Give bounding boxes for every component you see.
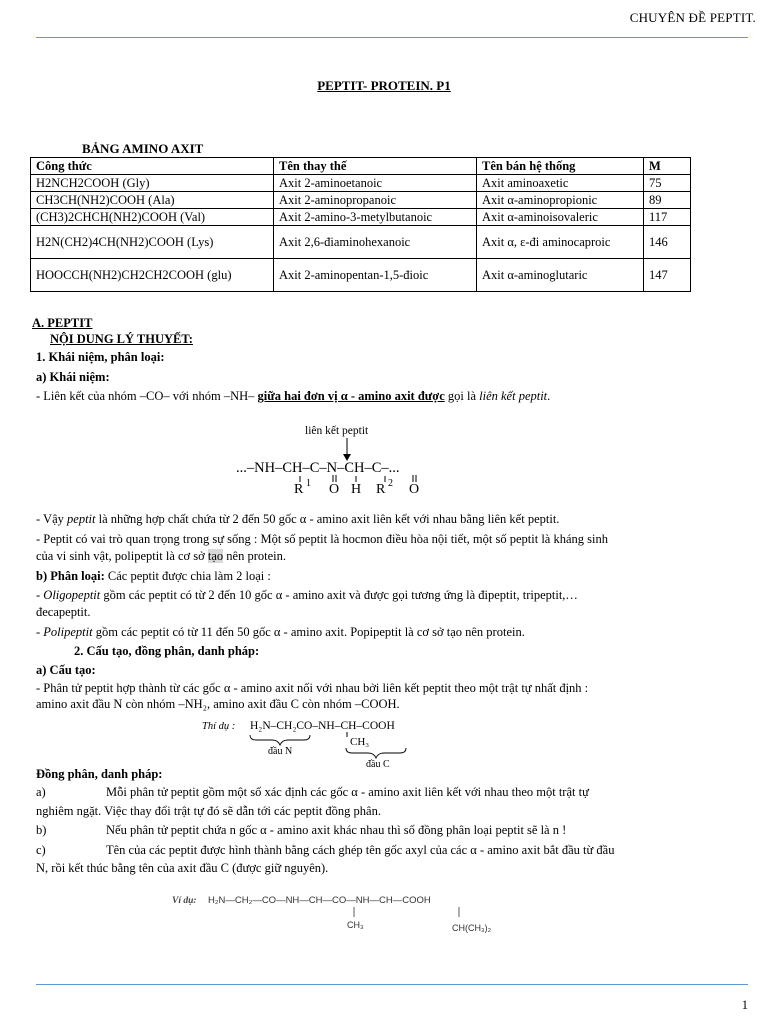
col-header-common-name: Tên bán hệ thống xyxy=(477,158,644,175)
role-paragraph-line2 xyxy=(36,548,286,564)
cell-mass: 147 xyxy=(644,259,691,292)
item-a-mark: a) xyxy=(36,785,46,799)
structure-line2: amino axit đầu N còn nhóm –NH₂, amino axit đầu C còn nhóm –COOH. xyxy=(36,697,400,711)
page-number: 1 xyxy=(741,998,748,1012)
definition-bold: giữa hai đơn vị α - amino axit được xyxy=(257,389,445,403)
chain-substituent: R xyxy=(376,482,386,497)
item-b-mark: b) xyxy=(36,823,47,837)
bond-label: liên kết peptit xyxy=(305,425,369,437)
theory-heading: NỘI DUNG LÝ THUYẾT: xyxy=(50,332,193,346)
structure-heading: 2. Cấu tạo, đồng phân, danh pháp: xyxy=(74,644,260,658)
definition-end: . xyxy=(547,389,551,403)
polipeptide-line: - Polipeptit gồm các peptit có từ 11 đến 50 gốc α - amino axit. Popipeptit là cơ sở tạo nên protein. xyxy=(36,625,525,639)
example-label: Thí dụ : xyxy=(202,721,236,732)
concept-heading: 1. Khái niệm, phân loại: xyxy=(36,350,165,364)
cell-substitute-name: Axit 2-aminoetanoic xyxy=(274,175,477,192)
cell-substitute-name: Axit 2,6-điaminohexanoic xyxy=(274,226,477,259)
col-header-substitute-name: Tên thay thế xyxy=(274,158,477,175)
item-b-line1: Nếu phân tử peptit chứa n gốc α - amino axit khác nhau thì số đồng phân loại peptit sẽ là n ! xyxy=(106,823,567,837)
amino-acid-table xyxy=(30,157,691,292)
definition-text xyxy=(36,388,550,404)
peptide-definition xyxy=(36,511,559,527)
cell-common-name: Axit α, ε-đi aminocaproic xyxy=(477,226,644,259)
oligopeptide-line: - Oligopeptit gồm các peptit có từ 2 đến 10 gốc α - amino axit và được gọi tương ứng là đipeptit, tripeptit,… xyxy=(36,588,578,602)
paragraph-prefix: - Vậy xyxy=(36,512,64,526)
table-row xyxy=(31,175,691,192)
cell-formula: H2NCH2COOH (Gly) xyxy=(31,175,274,192)
oligopeptide-term: Oligopeptit xyxy=(43,588,101,602)
col-header-formula: Công thức xyxy=(31,158,274,175)
peptide-bond-diagram xyxy=(230,420,470,498)
example-substituent: CH₃ xyxy=(350,736,370,748)
structure-line1: - Phân tử peptit hợp thành từ các gốc α - amino axit nối với nhau bởi liên kết peptit theo một trật tự nhất định : xyxy=(36,681,589,695)
cell-common-name: Axit α-aminoglutaric xyxy=(477,259,644,292)
structure-subheading: a) Cấu tạo: xyxy=(36,663,96,677)
role-text: của vi sinh vật, polipeptit là cơ sở xyxy=(36,549,205,563)
peptide-term: peptit xyxy=(67,512,96,526)
item-c-mark: c) xyxy=(36,843,46,857)
cell-mass: 75 xyxy=(644,175,691,192)
cell-substitute-name: Axit 2-amino-3-metylbutanoic xyxy=(274,209,477,226)
item-a-line1: Mỗi phân tử peptit gồm một số xác định các gốc α - amino axit liên kết với nhau theo một trật tự xyxy=(106,785,589,799)
cell-formula: HOOCCH(NH2)CH2CH2COOH (glu) xyxy=(31,259,274,292)
cell-common-name: Axit α-aminoisovaleric xyxy=(477,209,644,226)
cell-common-name: Axit aminoaxetic xyxy=(477,175,644,192)
definition-heading: a) Khái niệm: xyxy=(36,370,110,384)
tripeptide-example xyxy=(170,888,530,940)
item-c-line1: Tên của các peptit được hình thành bằng cách ghép tên gốc axyl của các α - amino axit bắt đầu từ đầu xyxy=(106,843,615,857)
table-caption: BẢNG AMINO AXIT xyxy=(82,141,204,156)
role-text-end: nên protein. xyxy=(226,549,286,563)
example2-label: Ví dụ: xyxy=(172,896,197,906)
definition-term: liên kết peptit xyxy=(479,389,548,403)
polipeptide-text: gồm các peptit có từ 11 đến 50 gốc α - amino axit. Popipeptit là cơ sở tạo nên protein. xyxy=(95,625,525,639)
table-header-row xyxy=(31,158,691,175)
chain-superscript: 2 xyxy=(388,478,393,489)
peptide-chain: ...–NH–CH–C–N–CH–C–... xyxy=(236,460,400,476)
chain-substituent: O xyxy=(409,482,420,497)
definition-prefix: - Liên kết của nhóm –CO– với nhóm –NH– xyxy=(36,389,255,403)
polipeptide-term: Polipeptit xyxy=(43,625,93,639)
cell-formula: CH3CH(NH2)COOH (Ala) xyxy=(31,192,274,209)
table-row xyxy=(31,226,691,259)
isomer-heading: Đồng phân, danh pháp: xyxy=(36,767,163,781)
classification-line xyxy=(36,568,271,584)
example2-formula: H₂N—CH₂—CO—NH—CH—CO—NH—CH—COOH xyxy=(208,895,431,906)
col-header-mass: M xyxy=(644,158,691,175)
chain-substituent: H xyxy=(351,482,362,497)
chain-superscript: 1 xyxy=(306,478,311,489)
table-row xyxy=(31,192,691,209)
example2-substituent: CH₃ xyxy=(347,920,364,930)
cell-mass: 89 xyxy=(644,192,691,209)
chain-substituent: O xyxy=(329,482,340,497)
c-terminal-brace xyxy=(346,748,406,758)
role-paragraph-line1: - Peptit có vai trò quan trọng trong sự sống : Một số peptit là hocmon điều hòa nội tiết, một số peptit là kháng sinh xyxy=(36,532,608,546)
paragraph-rest: là những hợp chất chứa từ 2 đến 50 gốc α - amino axit liên kết với nhau bằng liên kết peptit. xyxy=(98,512,560,526)
cell-common-name: Axit α-aminopropionic xyxy=(477,192,644,209)
item-a-line2: nghiêm ngặt. Việc thay đổi trật tự đó sẽ dẫn tới các peptit đồng phân. xyxy=(36,804,381,818)
item-c-line2: N, rồi kết thúc bằng tên của axit đầu C (được giữ nguyên). xyxy=(36,861,329,875)
table-row xyxy=(31,259,691,292)
cell-substitute-name: Axit 2-aminopentan-1,5-đioic xyxy=(274,259,477,292)
example-structure xyxy=(200,716,420,770)
oligopeptide-text: gồm các peptit có từ 2 đến 10 gốc α - amino axit và được gọi tương ứng là đipeptit, tripeptit,… xyxy=(103,588,578,602)
c-terminal-label: đầu C xyxy=(366,759,390,770)
oligopeptide-line2: đecapeptit. xyxy=(36,605,91,619)
cell-formula: (CH3)2CHCH(NH2)COOH (Val) xyxy=(31,209,274,226)
cell-mass: 117 xyxy=(644,209,691,226)
page-header: CHUYÊN ĐỀ PEPTIT. xyxy=(629,10,756,25)
highlighted-word: tạo xyxy=(207,549,224,563)
table-row xyxy=(31,209,691,226)
cell-mass: 146 xyxy=(644,226,691,259)
example-formula: H₂N–CH₂CO–NH–CH–COOH xyxy=(250,720,395,732)
chain-substituent: R xyxy=(294,482,304,497)
definition-mid: gọi là xyxy=(447,389,476,403)
page-title: PEPTIT- PROTEIN. P1 xyxy=(317,78,451,93)
section-heading: A. PEPTIT xyxy=(32,316,93,330)
classification-heading: b) Phân loại: xyxy=(36,569,105,583)
cell-formula: H2N(CH2)4CH(NH2)COOH (Lys) xyxy=(31,226,274,259)
n-terminal-label: đầu N xyxy=(268,746,293,757)
example2-substituent: CH(CH₃)₂ xyxy=(452,923,492,933)
classification-text: Các peptit được chia làm 2 loại : xyxy=(107,569,271,583)
header-rule xyxy=(36,37,748,38)
cell-substitute-name: Axit 2-aminopropanoic xyxy=(274,192,477,209)
n-terminal-brace xyxy=(250,735,310,745)
footer-rule xyxy=(36,984,748,985)
